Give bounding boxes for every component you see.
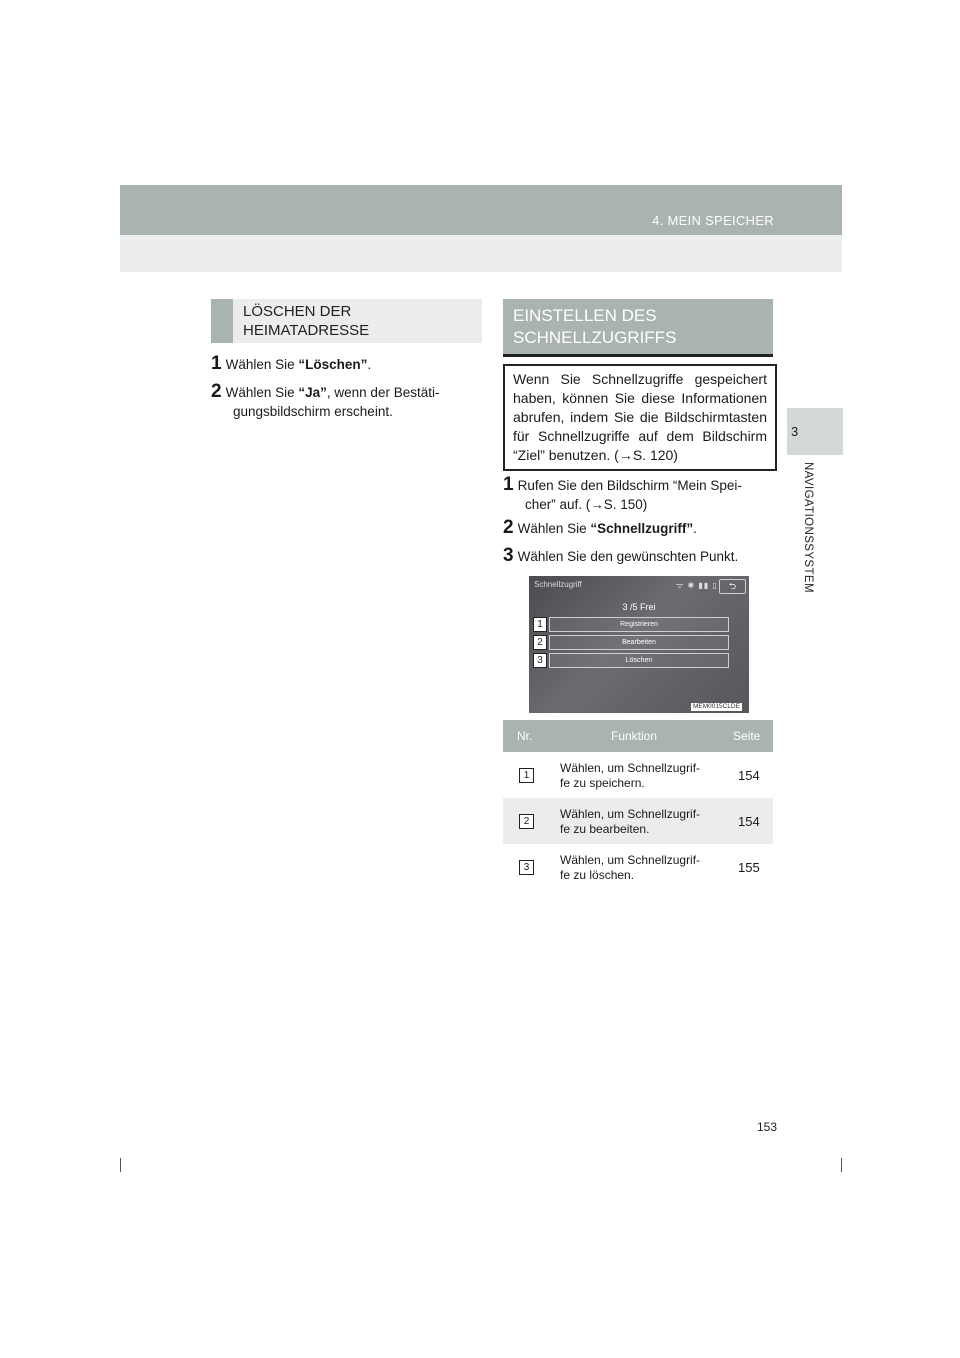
right-step-3: 3 Wählen Sie den gewünschten Punkt. — [503, 545, 739, 566]
delete-button[interactable]: Löschen — [549, 653, 729, 668]
crop-mark — [120, 1158, 121, 1172]
screen-title: Schnellzugriff — [534, 580, 582, 589]
edit-button[interactable]: Bearbeiten — [549, 635, 729, 650]
info-box: Wenn Sie Schnellzugriffe gespeichert haben, können Sie diese Informationen abrufen, indem Sie die Bildschirmtasten für Schnellzugriffe auf dem Bildschirm “Ziel” benutzen. (→S. 120) — [503, 364, 777, 471]
page-header — [120, 185, 842, 272]
row-function: Wählen, um Schnellzugrif- fe zu bearbeiten. — [560, 807, 701, 836]
heading-delete-home — [211, 299, 482, 343]
row-function: Wählen, um Schnellzugrif- fe zu speichern. — [560, 761, 701, 790]
heading-text: LÖSCHEN DER HEIMATADRESSE — [243, 303, 370, 339]
step-number: 1 — [503, 474, 514, 495]
row-number: 3 — [519, 860, 534, 875]
row-page: 155 — [738, 860, 760, 875]
table-row — [503, 752, 773, 798]
left-step-1: 1 Wählen Sie “Löschen”. — [211, 353, 372, 374]
row-function: Wählen, um Schnellzugrif- fe zu löschen. — [560, 853, 701, 882]
header-nr: Nr. — [517, 729, 533, 743]
right-step-1: 1 Rufen Sie den Bildschirm “Mein Spei- cher” auf. (→S. 150) — [503, 474, 742, 512]
row-number: 2 — [519, 814, 534, 829]
table-header — [503, 720, 773, 752]
step-number: 1 — [211, 353, 222, 374]
image-code: MEM0015CLDE — [693, 703, 740, 710]
page-number: 153 — [757, 1120, 778, 1134]
step-number: 2 — [503, 517, 514, 538]
row-number: 1 — [519, 768, 534, 783]
row-page: 154 — [738, 768, 760, 783]
step-number: 2 — [211, 381, 222, 402]
callout-2: 2 — [533, 635, 547, 650]
back-icon[interactable]: ⮌ — [719, 579, 746, 594]
table-row — [503, 798, 773, 844]
right-step-2: 2 Wählen Sie “Schnellzugriff”. — [503, 517, 697, 538]
heading-text: EINSTELLEN DES SCHNELLZUGRIFFS — [513, 306, 677, 347]
header-page: Seite — [733, 729, 761, 743]
status-icons: ᯤ ✱ ▮▮ ▯ — [676, 581, 718, 590]
screen-illustration — [529, 576, 749, 713]
row-page: 154 — [738, 814, 760, 829]
callout-1: 1 — [533, 617, 547, 632]
table-row — [503, 844, 773, 890]
free-count: 3 /5 Frei — [622, 602, 656, 612]
section-title: 4. MEIN SPEICHER — [652, 213, 774, 228]
register-button[interactable]: Registrieren — [549, 617, 729, 632]
chapter-title: NAVIGATIONSSYSTEM — [802, 462, 814, 593]
step-number: 3 — [503, 545, 514, 566]
header-function: Funktion — [611, 729, 658, 743]
heading-quick-access — [503, 299, 773, 357]
header-bar — [120, 185, 842, 235]
crop-mark — [841, 1158, 842, 1172]
callout-3: 3 — [533, 653, 547, 668]
heading-marker — [211, 299, 233, 343]
left-step-2: 2 Wählen Sie “Ja”, wenn der Bestäti- gungsbildschirm erscheint. — [211, 381, 440, 419]
chapter-number: 3 — [791, 424, 799, 439]
function-table — [503, 720, 773, 890]
